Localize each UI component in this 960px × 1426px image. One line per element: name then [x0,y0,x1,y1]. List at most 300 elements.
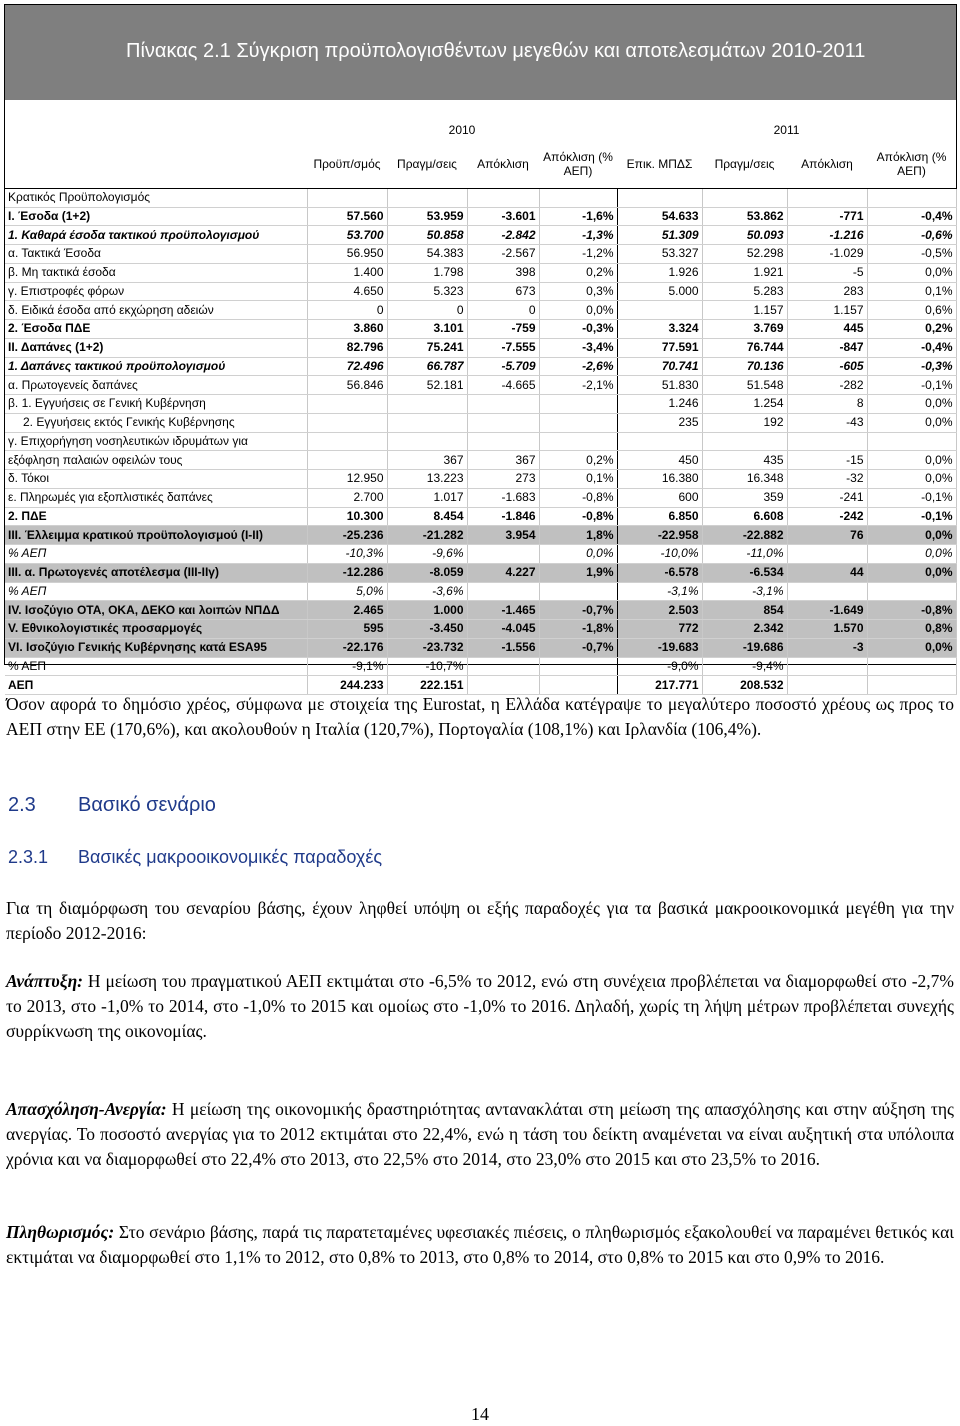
table-cell: 0,1% [539,470,617,489]
row-label: % ΑΕΠ [5,582,307,601]
row-label: % ΑΕΠ [5,545,307,564]
subsection-number: 2.3.1 [8,847,49,867]
table-cell: -6.534 [702,563,787,582]
table-cell: 44 [787,563,867,582]
table-cell: 0 [387,301,467,320]
table-cell: -12.286 [307,563,387,582]
table-title-band [5,5,956,100]
table-cell: 854 [702,601,787,620]
table-cell: 217.771 [617,676,702,695]
row-label: 1. Δαπάνες τακτικού προϋπολογισμού [5,357,307,376]
table-cell: -3,1% [617,582,702,601]
table-cell [539,188,617,207]
table-cell: -10,7% [387,657,467,676]
table-cell: 2.465 [307,601,387,620]
employment-text: Η μείωση της οικονομικής δραστηριότητας αντανακλάται στη μείωση της απασχόλησης και στην αύξηση της ανεργίας. Το ποσοστό ανεργίας για το 2012 εκτιμάται στο 22,4%, ενώ η τάση του δείκτη αναμένεται να είναι αυξητική στα υπόλοιπα χρόνια και να διαμορφωθεί στο 22,4% στο 2013, στο 22,5% στο 2014, στο 23,0% στο 2015 και στο 23,5% το 2016. [6,1099,954,1169]
table-cell [387,395,467,414]
table-cell [539,432,617,451]
table-cell: -0,6% [867,226,956,245]
table-cell: -242 [787,507,867,526]
employment-lead: Απασχόληση-Ανεργία: [6,1099,167,1119]
table-cell: 1.926 [617,263,702,282]
table-cell: 3.860 [307,320,387,339]
inflation-lead: Πληθωρισμός: [6,1222,115,1242]
section-title: Βασικό σενάριο [78,794,216,816]
table-cell: 1.157 [702,301,787,320]
table-cell [387,432,467,451]
table-cell: -22.882 [702,526,787,545]
table-cell [867,432,956,451]
table-title: Πίνακας 2.1 Σύγκριση προϋπολογισθέντων μεγεθών και αποτελεσμάτων 2010-2011 [126,40,866,62]
table-cell [539,395,617,414]
table-cell: -11,0% [702,545,787,564]
table-cell: -241 [787,488,867,507]
col-header: Πραγμ/σεις [702,140,787,189]
table-cell: -21.282 [387,526,467,545]
table-cell: 367 [387,451,467,470]
table-cell: 367 [467,451,539,470]
table-cell [307,432,387,451]
col-header: Προϋπ/σμός [307,140,387,189]
table-cell [867,188,956,207]
row-label: β. Μη τακτικά έσοδα [5,263,307,282]
table-cell: -0,1% [867,507,956,526]
table-cell: 13.223 [387,470,467,489]
table-cell: 5.283 [702,282,787,301]
row-label: 1. Καθαρά έσοδα τακτικού προϋπολογισμού [5,226,307,245]
row-label: 2. Εγγυήσεις εκτός Γενικής Κυβέρνησης [5,413,307,432]
table-cell: -0,4% [867,338,956,357]
table-cell: -22.176 [307,638,387,657]
table-row [5,488,956,507]
table-cell: -25.236 [307,526,387,545]
table-cell: -771 [787,207,867,226]
table-cell: -3,6% [387,582,467,601]
table-cell: 0,0% [867,638,956,657]
table-cell: 1,9% [539,563,617,582]
table-cell: 0,0% [867,470,956,489]
table-cell: 772 [617,620,702,639]
table-cell [307,451,387,470]
table-cell: 51.830 [617,376,702,395]
col-header: Απόκλιση (% ΑΕΠ) [539,140,617,189]
table-body [5,122,956,695]
table-cell: -2,1% [539,376,617,395]
table-cell: -1,2% [539,245,617,264]
table-row [5,376,956,395]
table-cell: -0,7% [539,601,617,620]
table-cell: 1.798 [387,263,467,282]
table-cell: 0,2% [539,263,617,282]
table-row [5,507,956,526]
table-cell: 5.000 [617,282,702,301]
table-cell [787,657,867,676]
year-header-row [5,122,956,140]
table-cell: 1.157 [787,301,867,320]
table-cell [702,432,787,451]
table-row [5,432,956,451]
table-cell [867,657,956,676]
table-cell: -19.686 [702,638,787,657]
table-cell: -5 [787,263,867,282]
table-cell: -0,4% [867,207,956,226]
intro-paragraph [0,896,960,946]
table-cell: 208.532 [702,676,787,695]
table-cell: 0,8% [867,620,956,639]
table-cell: 0,0% [867,526,956,545]
table-cell [617,301,702,320]
growth-lead: Ανάπτυξη: [6,971,84,991]
table-cell: -6.578 [617,563,702,582]
table-cell: -0,8% [539,507,617,526]
table-cell [617,432,702,451]
table-cell: 51.309 [617,226,702,245]
table-cell [702,188,787,207]
table-cell [467,395,539,414]
table-cell [467,413,539,432]
table-row [5,545,956,564]
section-heading [8,794,216,817]
table-cell: -1.465 [467,601,539,620]
table-cell: 600 [617,488,702,507]
table-cell: 72.496 [307,357,387,376]
table-cell [539,582,617,601]
table-cell: -10,3% [307,545,387,564]
table-cell: -1,6% [539,207,617,226]
table-cell [539,413,617,432]
table-cell: 192 [702,413,787,432]
table-cell: 673 [467,282,539,301]
debt-paragraph [0,692,960,742]
table-cell: -1.556 [467,638,539,657]
table-row [5,282,956,301]
table-cell: 56.950 [307,245,387,264]
table-cell: -1,8% [539,620,617,639]
row-label: ΙV. Ισοζύγιο ΟΤΑ, ΟΚΑ, ΔΕΚΟ και λοιπών ΝΠΔΔ [5,601,307,620]
table-cell: -3.601 [467,207,539,226]
table-cell: 66.787 [387,357,467,376]
subsection-heading [8,847,382,868]
table-cell: 273 [467,470,539,489]
table-cell: 0,0% [539,545,617,564]
table-cell: 5,0% [307,582,387,601]
table-cell: -1.029 [787,245,867,264]
table-cell: 0,3% [539,282,617,301]
table-cell: 82.796 [307,338,387,357]
table-cell [787,188,867,207]
employment-paragraph [0,1097,960,1172]
table-row [5,657,956,676]
table-cell: 75.241 [387,338,467,357]
table-cell: 0,0% [867,413,956,432]
table-cell: 1.017 [387,488,467,507]
table-cell: 398 [467,263,539,282]
table-row [5,601,956,620]
table-cell: -8.059 [387,563,467,582]
table-row [5,245,956,264]
table-cell: 445 [787,320,867,339]
table-cell: -1.683 [467,488,539,507]
row-label: VΙ. Ισοζύγιο Γενικής Κυβέρνησης κατά ESA95 [5,638,307,657]
row-label: α. Πρωτογενείς δαπάνες [5,376,307,395]
table-cell [467,582,539,601]
column-header-row [5,140,956,189]
table-cell: 16.380 [617,470,702,489]
table-cell: -282 [787,376,867,395]
table-cell: 6.608 [702,507,787,526]
table-cell: 70.741 [617,357,702,376]
table-cell: -5.709 [467,357,539,376]
table-row [5,470,956,489]
table-cell: 1.000 [387,601,467,620]
table-cell: 0,2% [867,320,956,339]
table-cell: 3.324 [617,320,702,339]
row-label: δ. Τόκοι [5,470,307,489]
table-cell: -22.958 [617,526,702,545]
table-cell: 2.342 [702,620,787,639]
table-cell: -759 [467,320,539,339]
section-number: 2.3 [8,794,36,816]
table-cell: 8 [787,395,867,414]
table-cell [787,432,867,451]
row-label: ΙΙΙ. Έλλειμμα κρατικού προϋπολογισμού (Ι-ΙΙ) [5,526,307,545]
table-cell: 5.323 [387,282,467,301]
table-cell: 0 [307,301,387,320]
table-cell: -0,8% [867,601,956,620]
table-cell: 0,0% [867,395,956,414]
table-cell [617,188,702,207]
table-cell [787,582,867,601]
budget-table [5,122,957,695]
table-cell: -0,3% [867,357,956,376]
table-cell: 54.633 [617,207,702,226]
table-cell: 0,0% [867,451,956,470]
table-cell: 450 [617,451,702,470]
col-header: Απόκλιση (% ΑΕΠ) [867,140,956,189]
table-cell: 3.954 [467,526,539,545]
table-cell: 76.744 [702,338,787,357]
row-label: V. Εθνικολογιστικές προσαρμογές [5,620,307,639]
table-cell: 1,8% [539,526,617,545]
table-cell: 1.246 [617,395,702,414]
row-label: γ. Επιστροφές φόρων [5,282,307,301]
table-cell: 1.921 [702,263,787,282]
table-cell: -3,1% [702,582,787,601]
table-cell: -0,1% [867,376,956,395]
table-cell: -3 [787,638,867,657]
table-cell: 0,0% [867,563,956,582]
table-cell: -0,5% [867,245,956,264]
table-cell: -19.683 [617,638,702,657]
table-cell: 2.700 [307,488,387,507]
table-cell: -1.216 [787,226,867,245]
table-cell: 4.650 [307,282,387,301]
table-cell: 8.454 [387,507,467,526]
table-cell: -7.555 [467,338,539,357]
table-cell: 1.570 [787,620,867,639]
table-cell: -43 [787,413,867,432]
table-row [5,451,956,470]
table-cell: 56.846 [307,376,387,395]
table-cell: 51.548 [702,376,787,395]
row-label: ε. Πληρωμές για εξοπλιστικές δαπάνες [5,488,307,507]
table-cell: 283 [787,282,867,301]
table-cell: -2.842 [467,226,539,245]
table-cell: 0,0% [867,263,956,282]
table-cell: 54.383 [387,245,467,264]
col-header: Πραγμ/σεις [387,140,467,189]
table-cell: -605 [787,357,867,376]
table-cell: 1.254 [702,395,787,414]
table-cell: 435 [702,451,787,470]
col-header: Απόκλιση [467,140,539,189]
table-cell: 235 [617,413,702,432]
row-label: Κρατικός Προϋπολογισμός [5,188,307,207]
row-label: ΙΙΙ. α. Πρωτογενές αποτέλεσμα (ΙΙΙ-ΙΙγ) [5,563,307,582]
table-cell: 222.151 [387,676,467,695]
table-cell: 4.227 [467,563,539,582]
table-cell: -9,0% [617,657,702,676]
row-label: α. Τακτικά Έσοδα [5,245,307,264]
table-cell [467,432,539,451]
table-cell: -0,8% [539,488,617,507]
growth-text: Η μείωση του πραγματικού ΑΕΠ εκτιμάται στο -6,5% το 2012, ενώ στη συνέχεια προβλέπεται να διαμορφωθεί στο -2,7% το 2013, στο -1,0% το 2014, στο -1,0% το 2015 και ομοίως στο -1,0% το 2016. Δηλαδή, χωρίς τη λήψη μέτρων προβλέπεται συνεχής συρρίκνωση της οικονομίας. [6,971,954,1041]
row-label: % ΑΕΠ [5,657,307,676]
inflation-text: Στο σενάριο βάσης, παρά τις παρατεταμένες υφεσιακές πιέσεις, ο πληθωρισμός εξακολουθεί να παραμένει θετικός και εκτιμάται να διαμορφωθεί στο 1,1% το 2012, στο 0,8% το 2013, στο 0,8% το 2014, στο 0,8% το 2015 και στο 0,9% το 2016. [6,1222,954,1267]
table-cell: 6.850 [617,507,702,526]
table-cell: 57.560 [307,207,387,226]
table-cell: 359 [702,488,787,507]
table-row [5,207,956,226]
row-label: γ. Επιχορήγηση νοσηλευτικών ιδρυμάτων για [5,432,307,451]
row-label: Ι. Έσοδα (1+2) [5,207,307,226]
row-label: ΑΕΠ [5,676,307,695]
table-cell: -10,0% [617,545,702,564]
table-cell: 2.503 [617,601,702,620]
table-cell: 10.300 [307,507,387,526]
table-cell [787,545,867,564]
table-cell: 77.591 [617,338,702,357]
table-row [5,357,956,376]
table-cell: -0,3% [539,320,617,339]
table-cell: 0,0% [539,301,617,320]
table-cell [307,395,387,414]
table-row [5,188,956,207]
table-cell: 53.327 [617,245,702,264]
table-cell [387,188,467,207]
table-cell [467,657,539,676]
table-cell: -847 [787,338,867,357]
table-cell: 12.950 [307,470,387,489]
budget-comparison-table-frame [4,4,957,692]
table-cell: -3.450 [387,620,467,639]
table-cell: 53.700 [307,226,387,245]
table-cell: 52.298 [702,245,787,264]
table-row [5,563,956,582]
table-cell: -0,7% [539,638,617,657]
page-number: 14 [471,1404,489,1424]
table-cell: -1.846 [467,507,539,526]
table-cell: 0,1% [867,282,956,301]
table-cell [467,545,539,564]
table-cell: -4.665 [467,376,539,395]
table-row [5,320,956,339]
table-cell: 76 [787,526,867,545]
table-cell [467,188,539,207]
table-row [5,301,956,320]
table-row [5,395,956,414]
table-cell: -32 [787,470,867,489]
table-cell: 53.959 [387,207,467,226]
row-label: 2. Έσοδα ΠΔΕ [5,320,307,339]
table-cell: 50.858 [387,226,467,245]
row-label: β. 1. Εγγυήσεις σε Γενική Κυβέρνηση [5,395,307,414]
table-cell: 1.400 [307,263,387,282]
table-row [5,620,956,639]
table-cell: 3.769 [702,320,787,339]
col-header: Απόκλιση [787,140,867,189]
table-cell: 0,0% [867,545,956,564]
table-grid [5,122,956,695]
year-2011-header: 2011 [773,123,800,138]
col-header: Επικ. ΜΠΔΣ [617,140,702,189]
table-row [5,263,956,282]
table-cell: -2,6% [539,357,617,376]
table-cell: -3,4% [539,338,617,357]
table-cell: 52.181 [387,376,467,395]
table-cell: -9,4% [702,657,787,676]
debt-paragraph-text: Όσον αφορά το δημόσιο χρέος, σύμφωνα με στοιχεία της Eurostat, η Ελλάδα κατέγραψε το μεγαλύτερο ποσοστό χρέους ως προς το ΑΕΠ στην ΕΕ (170,6%), και ακολουθούν η Ιταλία (120,7%), Πορτογαλία (108,1%) και Ιρλανδία (106,4%). [6,694,954,739]
table-cell: 16.348 [702,470,787,489]
table-row [5,338,956,357]
table-cell: 244.233 [307,676,387,695]
table-row [5,638,956,657]
row-label: δ. Ειδικά έσοδα από εκχώρηση αδειών [5,301,307,320]
table-cell: 70.136 [702,357,787,376]
table-cell [867,582,956,601]
table-cell: 0,6% [867,301,956,320]
table-cell: 0 [467,301,539,320]
table-cell [387,413,467,432]
table-cell: -1.649 [787,601,867,620]
growth-paragraph [0,969,960,1044]
subsection-title: Βασικές μακροοικονομικές παραδοχές [78,847,383,867]
table-cell: -15 [787,451,867,470]
year-2010-header: 2010 [448,123,476,138]
table-cell: -9,1% [307,657,387,676]
table-row [5,526,956,545]
table-cell: 53.862 [702,207,787,226]
table-cell: -0,1% [867,488,956,507]
table-row [5,582,956,601]
table-cell: -2.567 [467,245,539,264]
table-cell: 595 [307,620,387,639]
table-cell: 50.093 [702,226,787,245]
intro-paragraph-text: Για τη διαμόρφωση του σεναρίου βάσης, έχουν ληφθεί υπόψη οι εξής παραδοχές για τα βασικά μακροοικονομικά μεγέθη για την περίοδο 2012-2016: [6,898,954,943]
table-cell: -4.045 [467,620,539,639]
table-row [5,226,956,245]
row-label: ΙΙ. Δαπάνες (1+2) [5,338,307,357]
table-cell [307,413,387,432]
table-row [5,413,956,432]
table-cell: -23.732 [387,638,467,657]
table-cell: 3.101 [387,320,467,339]
inflation-paragraph [0,1220,960,1270]
table-cell: 0,2% [539,451,617,470]
table-cell [307,188,387,207]
table-cell: -9,6% [387,545,467,564]
row-label: εξόφληση παλαιών οφειλών τους [5,451,307,470]
